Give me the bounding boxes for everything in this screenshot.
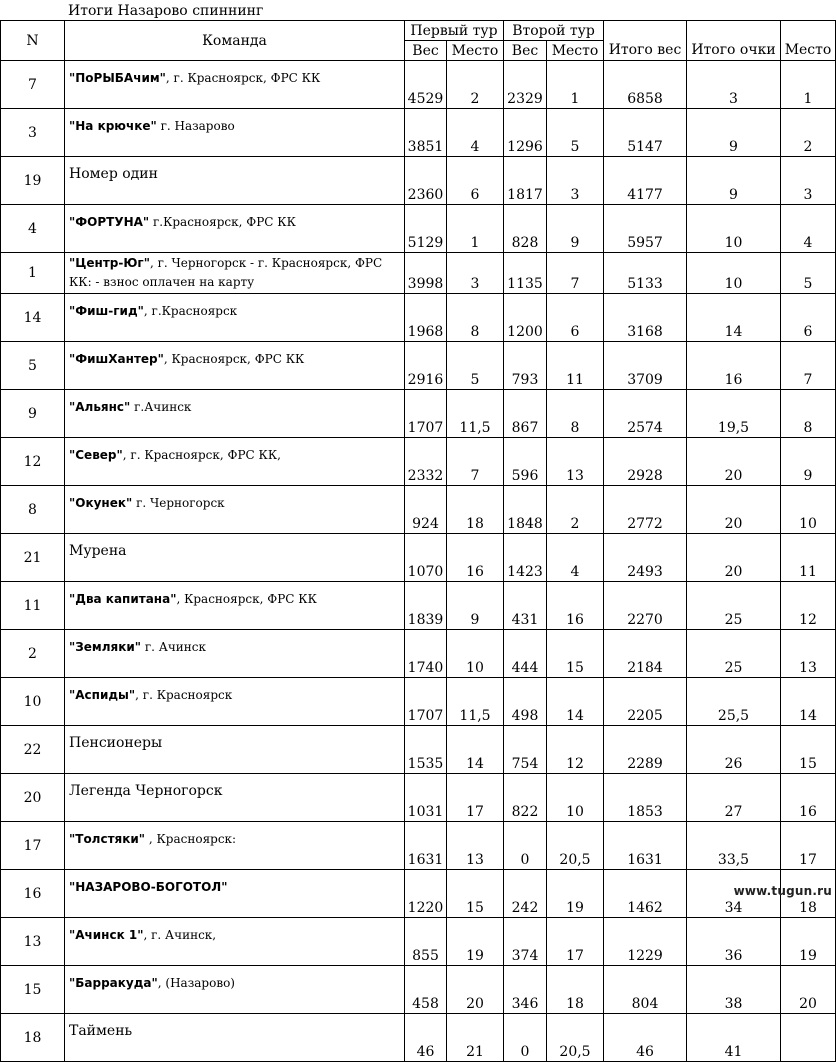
cell-n: 8 [1,486,65,534]
cell-round1-place: 19 [447,918,504,966]
cell-round2-place: 18 [547,966,604,1014]
cell-round1-weight: 1631 [405,822,447,870]
team-location: , Красноярск: [145,832,237,846]
table-row [1,390,836,438]
table-row [1,438,836,486]
cell-round1-place: 11,5 [447,390,504,438]
cell-round1-place: 3 [447,253,504,294]
cell-round2-weight: 374 [504,918,547,966]
cell-team [65,726,405,774]
cell-round1-place: 21 [447,1014,504,1062]
table-row [1,918,836,966]
cell-round1-place: 17 [447,774,504,822]
cell-round1-place: 20 [447,966,504,1014]
cell-n: 14 [1,294,65,342]
cell-team [65,109,405,157]
cell-round2-weight: 1296 [504,109,547,157]
table-row [1,822,836,870]
table-row [1,870,836,918]
cell-total-points: 9 [687,109,781,157]
cell-n: 10 [1,678,65,726]
cell-round2-weight: 867 [504,390,547,438]
cell-round2-place: 11 [547,342,604,390]
cell-team [65,438,405,486]
cell-round2-weight: 596 [504,438,547,486]
team-name: "Альянс" [69,400,131,414]
cell-total-points: 20 [687,438,781,486]
cell-total-points: 19,5 [687,390,781,438]
cell-total-points: 33,5 [687,822,781,870]
team-location: , (Назарово) [157,976,235,990]
team-location: , г. Красноярск, ФРС КК, [122,448,281,462]
cell-round1-weight: 924 [405,486,447,534]
cell-total-points: 38 [687,966,781,1014]
cell-total-points: 20 [687,534,781,582]
cell-total-weight: 2928 [604,438,687,486]
cell-n: 5 [1,342,65,390]
cell-round2-weight: 346 [504,966,547,1014]
cell-round2-place: 8 [547,390,604,438]
header-n: N [1,21,65,61]
cell-round2-place: 17 [547,918,604,966]
cell-round1-place: 11,5 [447,678,504,726]
cell-round1-weight: 1220 [405,870,447,918]
cell-round2-place: 15 [547,630,604,678]
table-row [1,157,836,205]
team-name: "Ачинск 1" [69,928,144,942]
cell-n: 2 [1,630,65,678]
cell-round1-weight: 1070 [405,534,447,582]
cell-round2-weight: 444 [504,630,547,678]
cell-round1-place: 1 [447,205,504,253]
cell-round1-weight: 3851 [405,109,447,157]
cell-round1-place: 8 [447,294,504,342]
cell-total-points: 26 [687,726,781,774]
team-location: , г. Красноярск, ФРС КК [165,71,321,85]
team-location: Легенда Черногорск [69,783,223,799]
table-row [1,678,836,726]
cell-round1-weight: 1740 [405,630,447,678]
team-location: , г.Красноярск [143,304,238,318]
cell-round2-place: 14 [547,678,604,726]
cell-total-points: 14 [687,294,781,342]
cell-n: 9 [1,390,65,438]
team-location: , г. Ачинск, [143,928,217,942]
team-name: "Толстяки" [69,832,146,846]
team-name: "ПоРЫБАчим" [69,71,166,85]
cell-round2-weight: 0 [504,1014,547,1062]
cell-total-weight: 5133 [604,253,687,294]
cell-team [65,774,405,822]
cell-n: 19 [1,157,65,205]
cell-n: 12 [1,438,65,486]
cell-round2-weight: 1423 [504,534,547,582]
table-row [1,294,836,342]
table-row [1,61,836,109]
cell-final-place: 15 [781,726,836,774]
cell-round2-weight: 828 [504,205,547,253]
table-row [1,966,836,1014]
table-row [1,726,836,774]
cell-total-weight: 3168 [604,294,687,342]
cell-round2-weight: 1135 [504,253,547,294]
cell-team [65,294,405,342]
cell-round2-place: 5 [547,109,604,157]
cell-final-place: 13 [781,630,836,678]
cell-round2-weight: 1200 [504,294,547,342]
cell-round1-place: 9 [447,582,504,630]
cell-team [65,342,405,390]
cell-final-place: 1 [781,61,836,109]
cell-total-weight: 46 [604,1014,687,1062]
cell-round1-weight: 1707 [405,678,447,726]
cell-n: 22 [1,726,65,774]
cell-round2-place: 10 [547,774,604,822]
cell-round2-weight: 242 [504,870,547,918]
cell-team [65,678,405,726]
team-location: , Красноярск, ФРС КК [176,592,317,606]
cell-total-weight: 1462 [604,870,687,918]
cell-total-weight: 6858 [604,61,687,109]
cell-round2-weight: 498 [504,678,547,726]
cell-n: 21 [1,534,65,582]
header-round2-weight: Вес [504,41,547,61]
cell-round1-weight: 1839 [405,582,447,630]
table-row [1,630,836,678]
cell-total-points: 25 [687,582,781,630]
team-location: Таймень [69,1023,133,1039]
cell-n: 7 [1,61,65,109]
cell-final-place: 4 [781,205,836,253]
team-location: г.Красноярск, ФРС КК [149,215,296,229]
cell-team [65,966,405,1014]
team-name: "Земляки" [69,640,142,654]
team-name: "Барракуда" [69,976,158,990]
cell-round2-place: 13 [547,438,604,486]
cell-final-place: 6 [781,294,836,342]
cell-team [65,534,405,582]
cell-round1-weight: 458 [405,966,447,1014]
cell-n: 11 [1,582,65,630]
cell-round2-weight: 754 [504,726,547,774]
table-row [1,486,836,534]
cell-total-points: 27 [687,774,781,822]
cell-n: 20 [1,774,65,822]
cell-round1-place: 4 [447,109,504,157]
cell-round2-weight: 1817 [504,157,547,205]
table-row [1,1014,836,1062]
cell-team [65,822,405,870]
cell-total-weight: 2205 [604,678,687,726]
cell-round2-place: 20,5 [547,1014,604,1062]
cell-final-place: 8 [781,390,836,438]
cell-total-weight: 1229 [604,918,687,966]
team-location: Номер один [69,166,158,182]
team-name: "Центр-Юг" [69,256,150,270]
cell-round2-place: 6 [547,294,604,342]
cell-final-place: 7 [781,342,836,390]
cell-n: 17 [1,822,65,870]
cell-round1-place: 15 [447,870,504,918]
cell-round1-weight: 5129 [405,205,447,253]
cell-total-weight: 3709 [604,342,687,390]
cell-total-weight: 4177 [604,157,687,205]
cell-round1-weight: 2916 [405,342,447,390]
table-row [1,109,836,157]
cell-n: 3 [1,109,65,157]
cell-final-place: 5 [781,253,836,294]
cell-round1-place: 10 [447,630,504,678]
team-location: г. Назарово [156,119,235,133]
cell-total-weight: 2772 [604,486,687,534]
team-location: г.Ачинск [130,400,192,414]
cell-round2-weight: 431 [504,582,547,630]
team-location: , г. Черногорск - г. Красноярск, ФРС КК: - взнос оплачен на карту [69,256,383,289]
cell-round2-place: 4 [547,534,604,582]
cell-final-place: 18 [781,870,836,918]
cell-team [65,157,405,205]
team-name: "НАЗАРОВО-БОГОТОЛ" [69,880,228,894]
cell-final-place: 19 [781,918,836,966]
cell-round2-place: 9 [547,205,604,253]
cell-round2-weight: 2329 [504,61,547,109]
cell-final-place [781,1014,836,1062]
cell-round1-weight: 4529 [405,61,447,109]
cell-team [65,630,405,678]
cell-n: 18 [1,1014,65,1062]
cell-final-place: 12 [781,582,836,630]
cell-round2-weight: 0 [504,822,547,870]
cell-total-points: 25 [687,630,781,678]
cell-round1-weight: 3998 [405,253,447,294]
cell-round1-weight: 2360 [405,157,447,205]
table-row [1,205,836,253]
cell-final-place: 10 [781,486,836,534]
team-name: "Аспиды" [69,688,136,702]
cell-n: 1 [1,253,65,294]
cell-team [65,1014,405,1062]
cell-n: 4 [1,205,65,253]
team-name: "ФишХантер" [69,352,164,366]
watermark: www.tugun.ru [733,884,832,898]
cell-total-weight: 2493 [604,534,687,582]
cell-total-weight: 5147 [604,109,687,157]
cell-final-place: 11 [781,534,836,582]
cell-final-place: 20 [781,966,836,1014]
header-final-place: Место [781,21,836,61]
cell-round2-place: 12 [547,726,604,774]
team-name: "Окунек" [69,496,133,510]
cell-round2-weight: 1848 [504,486,547,534]
cell-total-weight: 804 [604,966,687,1014]
cell-n: 16 [1,870,65,918]
cell-round2-place: 2 [547,486,604,534]
cell-n: 15 [1,966,65,1014]
cell-total-points: 34 [687,870,781,918]
cell-round1-weight: 46 [405,1014,447,1062]
team-location: , г. Красноярск [135,688,233,702]
team-name: "ФОРТУНА" [69,215,150,229]
cell-round2-place: 7 [547,253,604,294]
team-location: г. Черногорск [132,496,225,510]
table-header [1,21,836,61]
cell-final-place: 17 [781,822,836,870]
header-round1: Первый тур [405,21,504,41]
header-round2: Второй тур [504,21,604,41]
cell-total-points: 3 [687,61,781,109]
table-row [1,582,836,630]
cell-team [65,582,405,630]
team-location: Мурена [69,543,127,559]
cell-round1-place: 5 [447,342,504,390]
results-table [0,20,836,1062]
cell-final-place: 2 [781,109,836,157]
cell-final-place: 14 [781,678,836,726]
cell-round1-weight: 855 [405,918,447,966]
cell-final-place: 3 [781,157,836,205]
cell-total-points: 9 [687,157,781,205]
cell-total-weight: 2270 [604,582,687,630]
cell-round2-place: 3 [547,157,604,205]
cell-round1-place: 14 [447,726,504,774]
cell-final-place: 9 [781,438,836,486]
team-location: г. Ачинск [141,640,206,654]
team-name: "Север" [69,448,123,462]
team-name: "Два капитана" [69,592,177,606]
cell-final-place: 16 [781,774,836,822]
cell-team [65,918,405,966]
cell-round2-place: 20,5 [547,822,604,870]
cell-total-points: 16 [687,342,781,390]
team-location: Пенсионеры [69,735,163,751]
cell-round1-weight: 2332 [405,438,447,486]
cell-round2-place: 19 [547,870,604,918]
cell-team [65,205,405,253]
table-row [1,774,836,822]
cell-round1-place: 2 [447,61,504,109]
header-total-points: Итого очки [687,21,781,61]
header-round2-place: Место [547,41,604,61]
table-row [1,253,836,294]
team-name: "На крючке" [69,119,157,133]
cell-total-weight: 1631 [604,822,687,870]
team-name: "Фиш-гид" [69,304,144,318]
cell-round2-place: 1 [547,61,604,109]
header-round1-weight: Вес [405,41,447,61]
cell-round1-weight: 1535 [405,726,447,774]
cell-round2-place: 16 [547,582,604,630]
cell-team [65,61,405,109]
cell-total-weight: 1853 [604,774,687,822]
cell-n: 13 [1,918,65,966]
cell-round1-place: 7 [447,438,504,486]
team-location: , Красноярск, ФРС КК [163,352,305,366]
cell-round1-place: 16 [447,534,504,582]
cell-round1-place: 13 [447,822,504,870]
cell-round1-place: 18 [447,486,504,534]
cell-team [65,253,405,294]
cell-total-weight: 2289 [604,726,687,774]
cell-total-weight: 2574 [604,390,687,438]
cell-team [65,390,405,438]
cell-round2-weight: 793 [504,342,547,390]
header-round1-place: Место [447,41,504,61]
cell-total-points: 10 [687,253,781,294]
header-total-weight: Итого вес [604,21,687,61]
cell-total-points: 25,5 [687,678,781,726]
cell-total-points: 41 [687,1014,781,1062]
table-row [1,534,836,582]
cell-total-points: 36 [687,918,781,966]
table-row [1,342,836,390]
cell-round1-weight: 1707 [405,390,447,438]
cell-total-points: 20 [687,486,781,534]
table-body [1,61,836,1062]
cell-team [65,486,405,534]
cell-round1-weight: 1031 [405,774,447,822]
cell-total-points: 10 [687,205,781,253]
cell-round2-weight: 822 [504,774,547,822]
cell-round1-weight: 1968 [405,294,447,342]
cell-team [65,870,405,918]
header-team: Команда [65,21,405,61]
page-title: Итоги Назарово спиннинг [68,3,264,19]
cell-total-weight: 5957 [604,205,687,253]
cell-total-weight: 2184 [604,630,687,678]
cell-round1-place: 6 [447,157,504,205]
